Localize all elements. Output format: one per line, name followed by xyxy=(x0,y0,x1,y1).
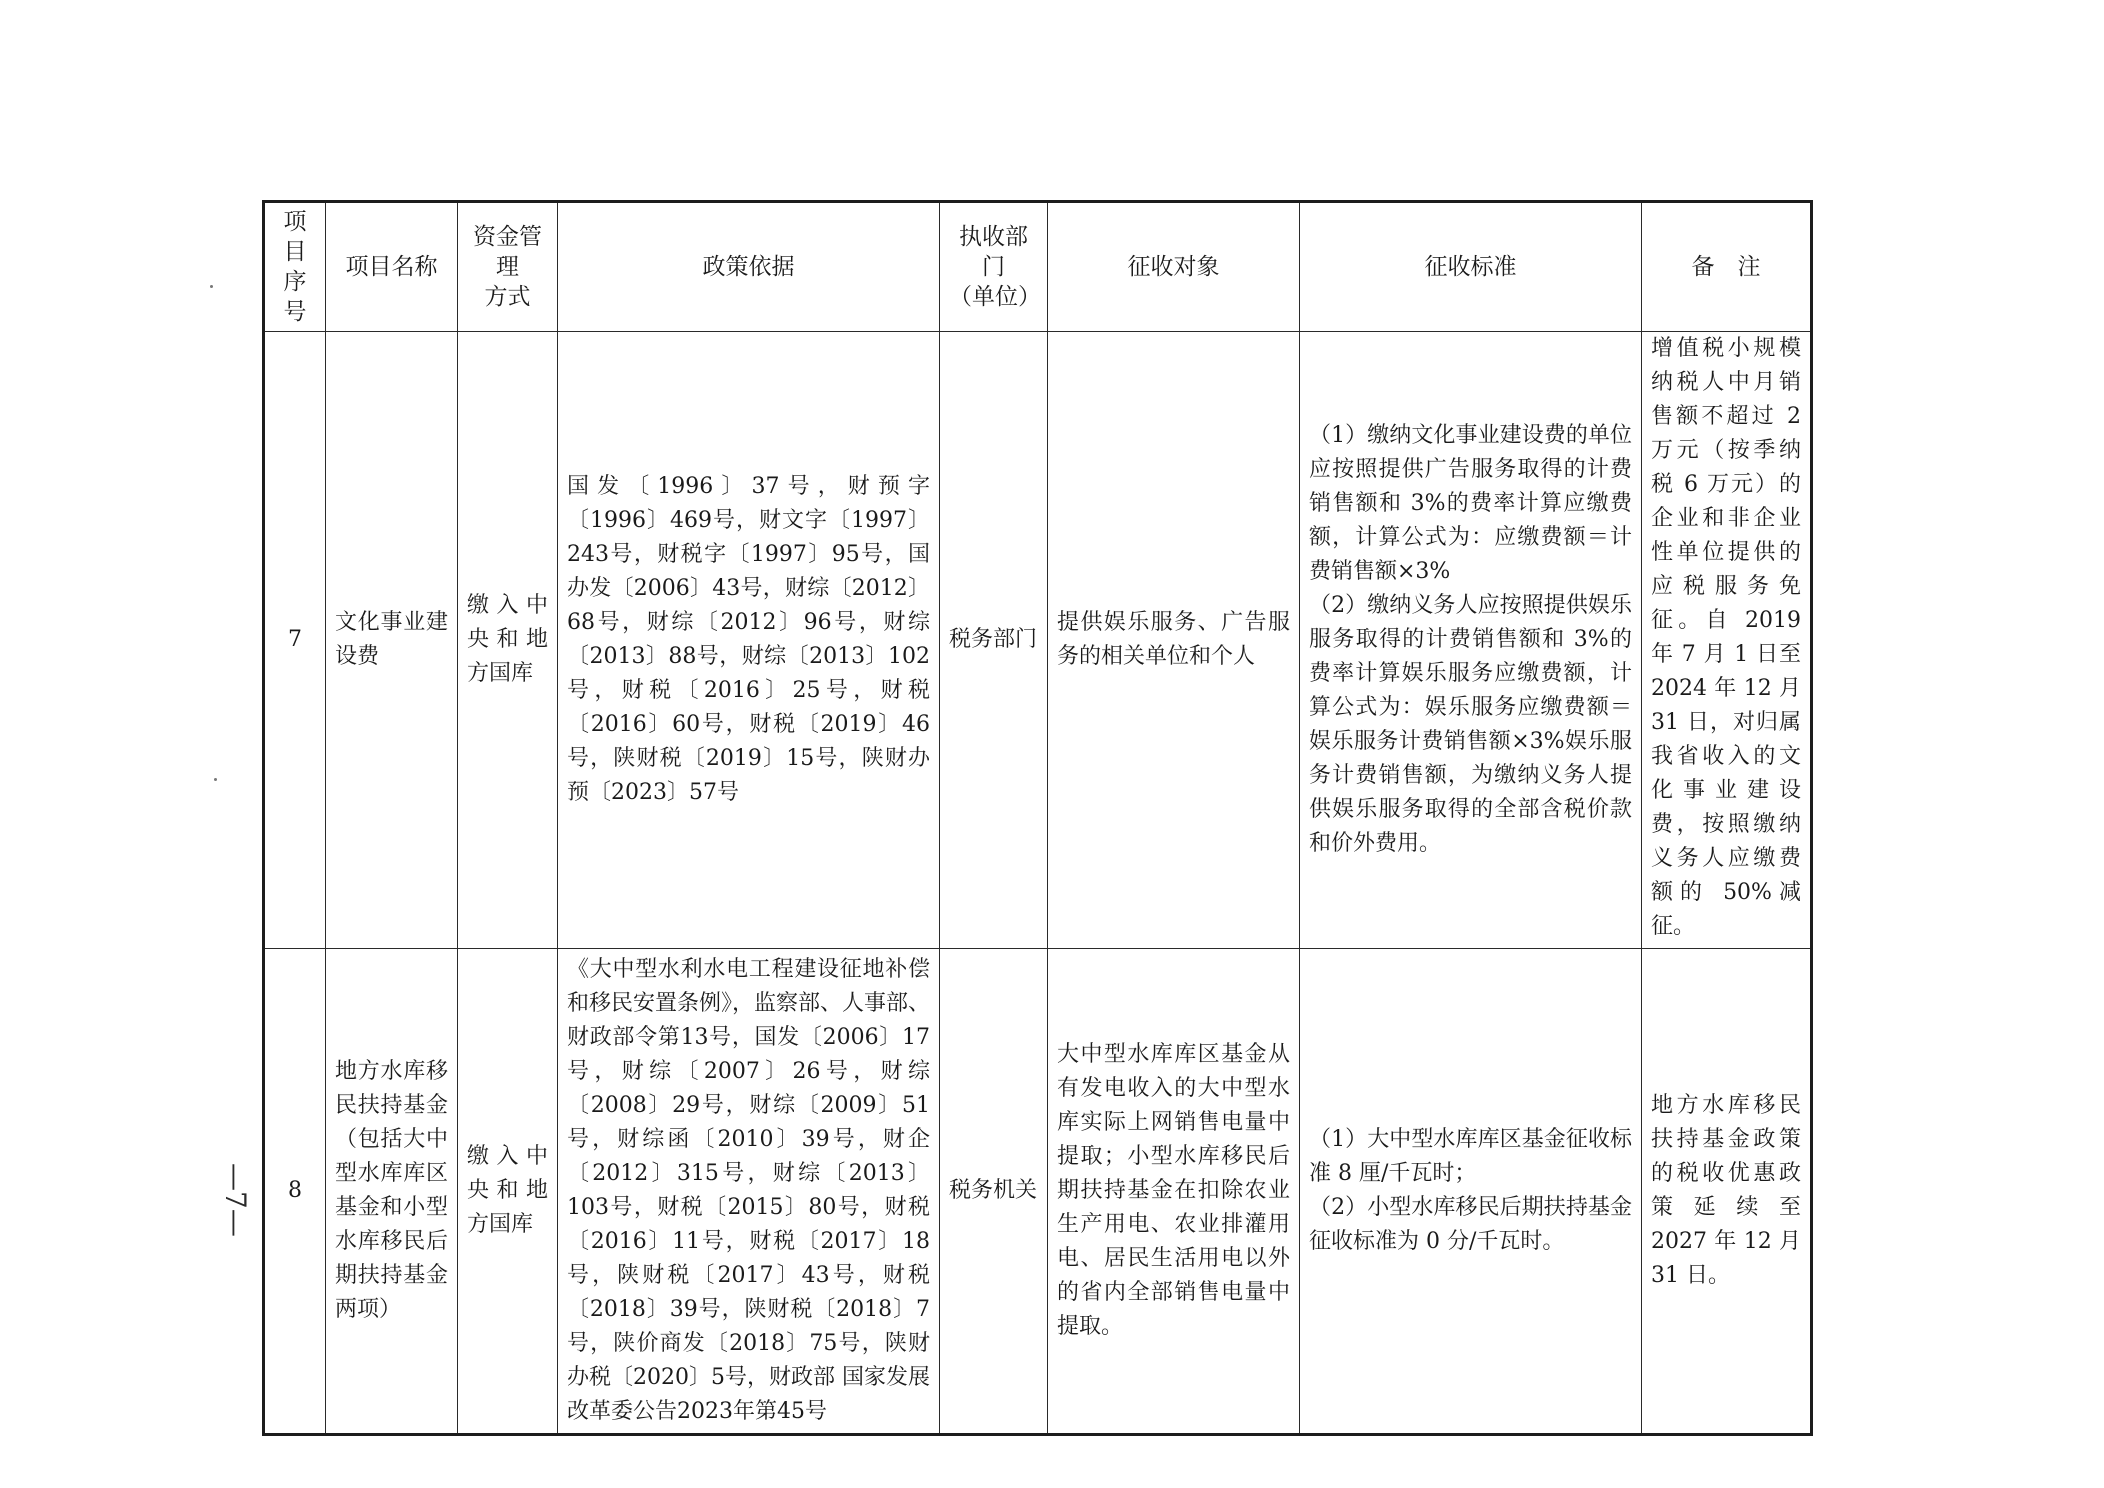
table-header-row xyxy=(264,202,1812,332)
header-name: 项目名称 xyxy=(326,202,458,332)
row-seq: 8 xyxy=(264,949,326,1435)
row-policy-basis: 《大中型水利水电工程建设征地补偿和移民安置条例》，监察部、人事部、财政部令第13号，国发〔2006〕17号，财综〔2007〕26号，财综〔2008〕29号，财综〔2009〕51号，财综函〔2010〕39号，财企〔2012〕315号，财综〔2013〕103号，财税〔2015〕80号，财税〔2016〕11号，财税〔2017〕18号，陕财税〔2017〕43号，财税〔2018〕39号，陕财税〔2018〕7号，陕价商发〔2018〕75号，陕财办税〔2020〕5号，财政部 国家发展改革委公告2023年第45号 xyxy=(558,949,940,1435)
fee-table xyxy=(262,200,1813,1436)
table-row xyxy=(264,332,1812,949)
row-collecting-dept: 税务机关 xyxy=(940,949,1048,1435)
scan-speck xyxy=(210,285,213,288)
header-dept: 执收部门 （单位） xyxy=(940,202,1048,332)
header-note: 备 注 xyxy=(1642,202,1812,332)
row-note: 增值税小规模纳税人中月销售额不超过 2 万元（按季纳税 6 万元）的企业和非企业性单位提供的应税服务免征。自 2019 年 7 月 1 日至 2024 年 12 月 31 日，对归属我省收入的文化事业建设费，按照缴纳义务人应缴费额的 50%减征。 xyxy=(1642,332,1812,949)
scan-speck xyxy=(214,778,217,781)
header-standard: 征收标准 xyxy=(1300,202,1642,332)
row-collecting-dept: 税务部门 xyxy=(940,332,1048,949)
row-policy-basis: 国发〔1996〕37号，财预字〔1996〕469号，财文字〔1997〕243号，财税字〔1997〕95号，国办发〔2006〕43号，财综〔2012〕68号，财综〔2012〕96号，财综〔2013〕88号，财综〔2013〕102号，财税〔2016〕25号，财税〔2016〕60号，财税〔2019〕46号，陕财税〔2019〕15号，陕财办预〔2023〕57号 xyxy=(558,332,940,949)
row-project-name: 文化事业建设费 xyxy=(326,332,458,949)
header-target: 征收对象 xyxy=(1048,202,1300,332)
row-fund-method: 缴入中央和地方国库 xyxy=(458,949,558,1435)
row-collection-standard: （1）大中型水库库区基金征收标准 8 厘/千瓦时； （2）小型水库移民后期扶持基金征收标准为 0 分/千瓦时。 xyxy=(1300,949,1642,1435)
row-fund-method: 缴入中央和地方国库 xyxy=(458,332,558,949)
header-seq: 项目 序号 xyxy=(264,202,326,332)
row-collection-target: 大中型水库库区基金从有发电收入的大中型水库实际上网销售电量中提取；小型水库移民后期扶持基金在扣除农业生产用电、农业排灌用电、居民生活用电以外的省内全部销售电量中提取。 xyxy=(1048,949,1300,1435)
row-seq: 7 xyxy=(264,332,326,949)
page-number: —7— xyxy=(219,1163,252,1237)
row-collection-standard: （1）缴纳文化事业建设费的单位应按照提供广告服务取得的计费销售额和 3%的费率计算应缴费额，计算公式为：应缴费额＝计费销售额×3% （2）缴纳义务人应按照提供娱乐服务取得的计费销售额和 3%的费率计算娱乐服务应缴费额，计算公式为：娱乐服务应缴费额＝娱乐服务计费销售额×3%娱乐服务计费销售额，为缴纳义务人提供娱乐服务取得的全部含税价款和价外费用。 xyxy=(1300,332,1642,949)
row-project-name: 地方水库移民扶持基金（包括大中型水库库区基金和小型水库移民后期扶持基金两项） xyxy=(326,949,458,1435)
header-policy: 政策依据 xyxy=(558,202,940,332)
table-row xyxy=(264,949,1812,1435)
row-note: 地方水库移民扶持基金政策的税收优惠政策延续至 2027 年 12 月 31 日。 xyxy=(1642,949,1812,1435)
header-fund: 资金管理 方式 xyxy=(458,202,558,332)
row-collection-target: 提供娱乐服务、广告服务的相关单位和个人 xyxy=(1048,332,1300,949)
